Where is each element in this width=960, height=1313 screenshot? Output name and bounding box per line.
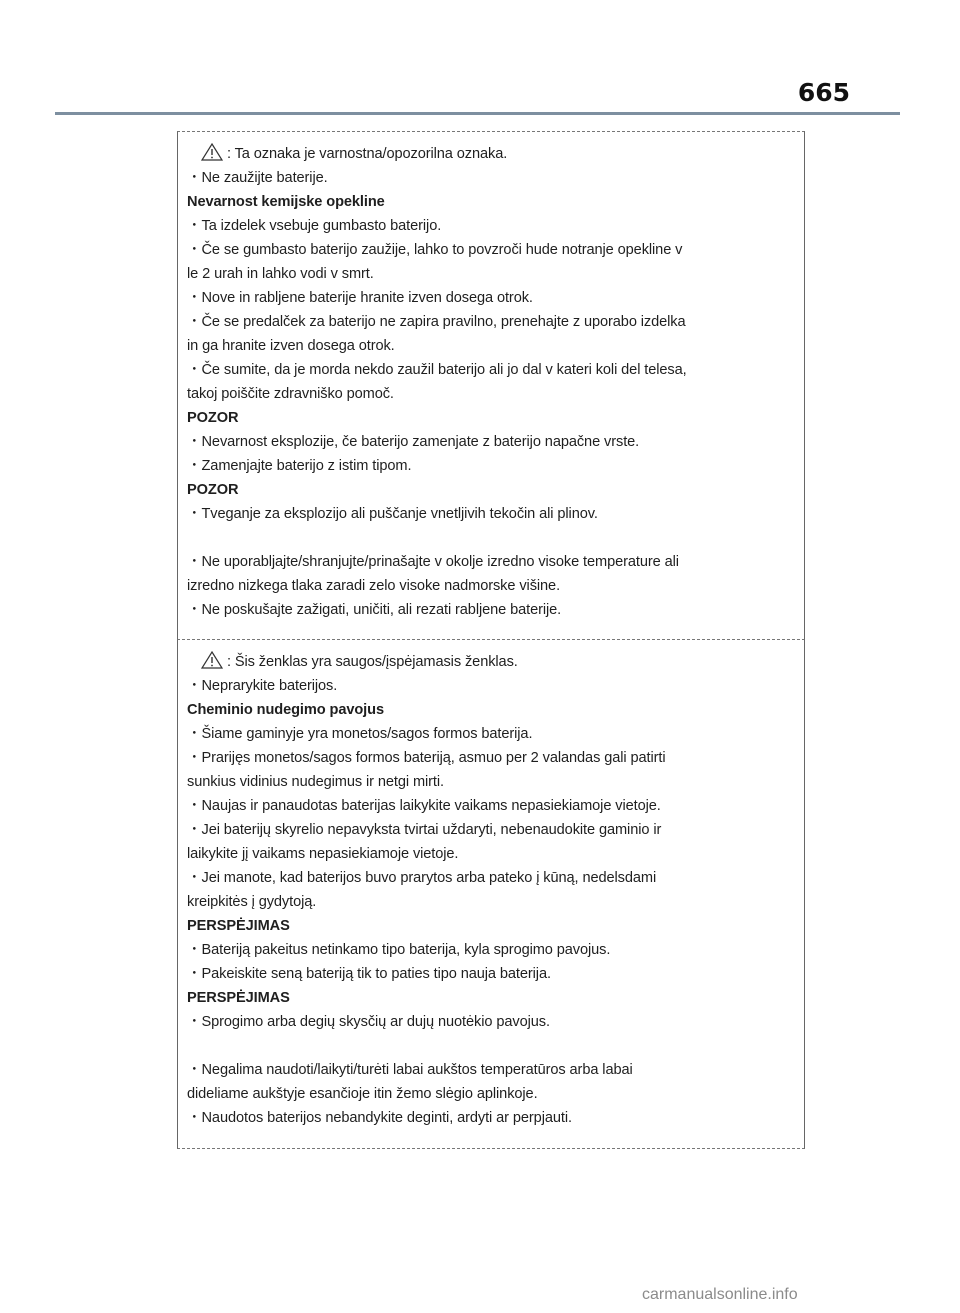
lithuanian-warning-title — [187, 650, 796, 674]
slovenian-heading: POZOR — [187, 410, 239, 426]
lithuanian-text-line: ・Prarijęs monetos/sagos formos bateriją, asmuo per 2 valandas gali patirti — [187, 750, 666, 766]
slovenian-text-line: ・Nove in rabljene baterije hranite izven dosega otrok. — [187, 290, 533, 306]
slovenian-text-line: ・Ne poskušajte zažigati, uničiti, ali rezati rabljene baterije. — [187, 602, 562, 618]
slovenian-warning-box — [177, 131, 805, 640]
lithuanian-text-line: ・Bateriją pakeitus netinkamo tipo baterija, kyla sprogimo pavojus. — [187, 942, 611, 958]
lithuanian-text-line: laikykite jį vaikams nepasiekiamoje vietoje. — [187, 846, 459, 862]
slovenian-text-line: ・Tveganje za eksplozijo ali puščanje vnetljivih tekočin ali plinov. — [187, 506, 598, 522]
lithuanian-text-line: ・Jei baterijų skyrelio nepavyksta tvirtai uždaryti, nebenaudokite gaminio ir — [187, 822, 662, 838]
lithuanian-text-line: sunkius vidinius nudegimus ir netgi mirti. — [187, 774, 444, 790]
slovenian-text-line: ・Zamenjajte baterijo z istim tipom. — [187, 458, 412, 474]
slovenian-text-line: le 2 urah in lahko vodi v smrt. — [187, 266, 374, 282]
lithuanian-warning-box — [177, 639, 805, 1149]
page-number: 665 — [797, 78, 850, 107]
slovenian-text-line: ・Če se predalček za baterijo ne zapira pravilno, prenehajte z uporabo izdelka — [187, 314, 686, 330]
lithuanian-text-line: ・Šiame gaminyje yra monetos/sagos formos baterija. — [187, 726, 533, 742]
slovenian-text-line: ・Ne zaužijte baterije. — [187, 170, 328, 186]
slovenian-text-line: ・Če se gumbasto baterijo zaužije, lahko to povzroči hude notranje opekline v — [187, 242, 683, 258]
lithuanian-text-line: ・Naudotos baterijos nebandykite deginti, ardyti ar perpjauti. — [187, 1110, 572, 1126]
lithuanian-heading: PERSPĖJIMAS — [187, 918, 290, 934]
lithuanian-text-line: ・Naujas ir panaudotas baterijas laikykite vaikams nepasiekiamoje vietoje. — [187, 798, 661, 814]
warning-triangle-icon — [201, 651, 223, 669]
slovenian-text-line: ・Ta izdelek vsebuje gumbasto baterijo. — [187, 218, 442, 234]
slovenian-title-text: : Ta oznaka je varnostna/opozorilna oznaka. — [226, 146, 508, 162]
lithuanian-heading: Cheminio nudegimo pavojus — [187, 702, 384, 718]
lithuanian-text-line: ・Jei manote, kad baterijos buvo prarytos arba pateko į kūną, nedelsdami — [187, 870, 657, 886]
warning-triangle-icon — [201, 143, 223, 161]
slovenian-text-line: takoj poiščite zdravniško pomoč. — [187, 386, 394, 402]
slovenian-text-line: ・Če sumite, da je morda nekdo zaužil baterijo ali jo dal v kateri koli del telesa, — [187, 362, 687, 378]
lithuanian-text-line: ・Pakeiskite seną bateriją tik to paties tipo nauja baterija. — [187, 966, 551, 982]
slovenian-text-line: in ga hranite izven dosega otrok. — [187, 338, 395, 354]
lithuanian-text-line: dideliame aukštyje esančioje itin žemo slėgio aplinkoje. — [187, 1086, 538, 1102]
watermark: carmanualsonline.info — [642, 1286, 798, 1303]
lithuanian-text-line: ・Negalima naudoti/laikyti/turėti labai aukštos temperatūros arba labai — [187, 1062, 633, 1078]
slovenian-text-line: izredno nizkega tlaka zaradi zelo visoke nadmorske višine. — [187, 578, 561, 594]
lithuanian-text-line: ・Neprarykite baterijos. — [187, 678, 338, 694]
slovenian-heading: Nevarnost kemijske opekline — [187, 194, 385, 210]
slovenian-heading: POZOR — [187, 482, 239, 498]
slovenian-text-line: ・Nevarnost eksplozije, če baterijo zamenjate z baterijo napačne vrste. — [187, 434, 640, 450]
lithuanian-title-text: : Šis ženklas yra saugos/įspėjamasis ženklas. — [226, 654, 518, 670]
slovenian-warning-title — [187, 142, 796, 166]
lithuanian-text-line: ・Sprogimo arba degių skysčių ar dujų nuotėkio pavojus. — [187, 1014, 550, 1030]
lithuanian-text-line: kreipkitės į gydytoją. — [187, 894, 317, 910]
slovenian-spacer — [187, 526, 796, 550]
header-rule — [55, 112, 900, 115]
slovenian-text-line: ・Ne uporabljajte/shranjujte/prinašajte v okolje izredno visoke temperature ali — [187, 554, 679, 570]
lithuanian-spacer — [187, 1034, 796, 1058]
lithuanian-heading: PERSPĖJIMAS — [187, 990, 290, 1006]
